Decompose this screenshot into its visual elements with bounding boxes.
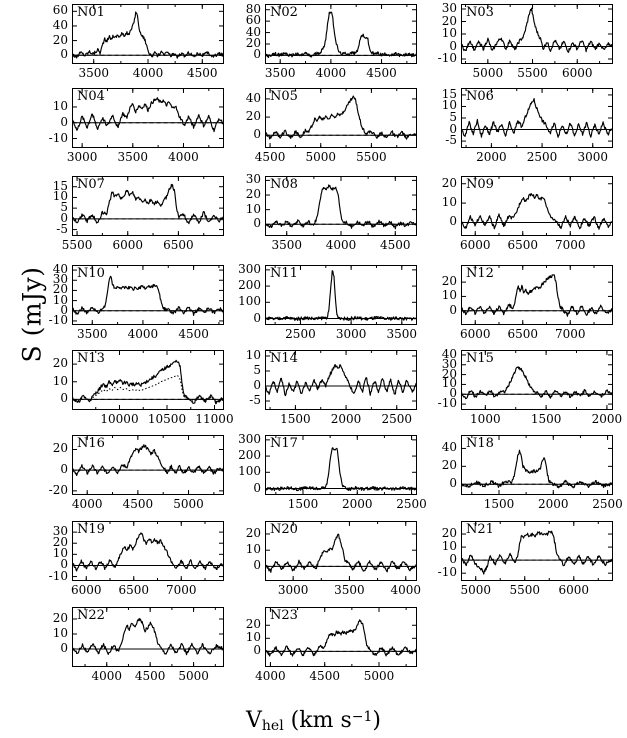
x-tick-label: 6500 (118, 583, 150, 597)
x-tick-label: 2000 (342, 497, 373, 511)
spectrum-trace (265, 448, 417, 491)
x-tick-label: 4000 (132, 66, 164, 80)
y-tick-label: 10 (245, 201, 261, 216)
y-tick-label: -10 (437, 396, 457, 411)
spectrum-trace (72, 360, 224, 403)
panel-label: N23 (270, 608, 298, 623)
x-axis-label-rest: (km s (283, 708, 352, 733)
x-tick-label: 2500 (526, 150, 558, 164)
y-tick-label: 0 (253, 127, 261, 142)
spectrum-panel (245, 521, 421, 603)
x-tick-label: 7000 (165, 583, 197, 597)
spectrum-trace (265, 620, 417, 656)
y-tick-label: -5 (56, 221, 68, 236)
y-tick-label: 10 (441, 539, 457, 554)
spectrum-panel (245, 88, 417, 170)
x-tick-label: 2000 (330, 412, 362, 426)
x-tick-label: 5000 (460, 583, 491, 597)
y-tick-label: 20 (52, 282, 68, 297)
panel-label: N09 (466, 177, 494, 192)
y-tick-label: 20 (441, 274, 457, 289)
y-tick-label: 20 (52, 535, 68, 550)
x-tick-label: 2500 (396, 497, 427, 511)
x-tick-label: 2000 (538, 497, 569, 511)
y-tick-label: 20 (52, 611, 68, 625)
y-tick-label: 0 (60, 462, 68, 477)
panel-label: N13 (77, 351, 105, 366)
y-tick-label: 40 (245, 90, 261, 105)
y-axis-label: S (mJy) (17, 266, 47, 363)
spectrum-panel (238, 261, 418, 347)
y-tick-label: 10 (52, 189, 68, 204)
x-tick-label: 6500 (507, 327, 539, 341)
y-tick-label: 0 (60, 302, 68, 317)
panel-label: N21 (466, 522, 494, 537)
y-tick-label: 10 (441, 26, 457, 40)
panel-label: N02 (270, 5, 298, 20)
x-tick-label: 4000 (127, 327, 159, 341)
x-tick-label: 3000 (577, 150, 608, 164)
y-tick-label: 10 (245, 348, 261, 362)
panel-label: N14 (270, 351, 298, 366)
y-tick-label: -10 (48, 130, 68, 145)
panel-label: N10 (77, 266, 105, 281)
x-tick-label: 2500 (592, 497, 623, 511)
x-tick-label: 4000 (168, 150, 199, 164)
y-tick-label: 20 (441, 458, 457, 473)
x-tick-label: 4500 (178, 327, 209, 341)
x-tick-label: 4500 (134, 669, 166, 683)
y-tick-label: 30 (441, 356, 457, 371)
x-axis-label-end: ) (372, 708, 381, 733)
x-tick-label: 6000 (561, 66, 593, 80)
panel-label: N20 (270, 522, 298, 537)
spectrum-panel (52, 176, 224, 258)
y-tick-label: 20 (441, 366, 457, 381)
panel-label: N04 (77, 89, 105, 104)
x-tick-label: 4500 (380, 238, 411, 252)
x-tick-label: 4500 (309, 669, 340, 683)
spectrum-panel (437, 521, 613, 603)
y-tick-label: 0 (253, 480, 261, 495)
y-tick-label: -5 (445, 133, 457, 148)
y-tick-label: 40 (52, 17, 68, 32)
y-tick-label: 10 (52, 626, 68, 640)
x-tick-label: 5000 (472, 66, 504, 80)
y-tick-label: 60 (52, 3, 68, 18)
y-tick-label: 20 (441, 526, 457, 541)
spectrum-panel (441, 265, 613, 347)
spectrum-panel (441, 86, 613, 170)
spectrum-panel (52, 3, 224, 86)
y-tick-label: 10 (441, 98, 457, 113)
panel-label: N01 (77, 5, 105, 20)
y-tick-label: 60 (245, 13, 261, 28)
x-tick-label: 4500 (187, 66, 218, 80)
spectrum-panel (437, 346, 623, 432)
x-tick-label: 5000 (178, 669, 209, 683)
x-tick-label: 2500 (381, 412, 412, 426)
x-tick-label: 5500 (61, 238, 93, 252)
y-tick-label: 0 (60, 557, 68, 572)
spectrum-trace (461, 99, 613, 138)
y-tick-label: 200 (238, 278, 261, 293)
spectrum-panel (245, 172, 417, 258)
y-tick-label: 0 (60, 210, 68, 225)
x-tick-label: 4000 (390, 583, 421, 597)
y-tick-label: 300 (238, 431, 261, 446)
x-tick-label: 3000 (335, 327, 367, 341)
panel-label: N17 (270, 436, 298, 451)
panel-label: N03 (466, 5, 494, 20)
y-tick-label: 5 (253, 363, 261, 377)
spectrum-panel (52, 350, 234, 432)
x-tick-label: 6000 (70, 583, 102, 597)
y-tick-label: 0 (449, 302, 457, 317)
panel-label: N12 (466, 266, 494, 281)
panel-label: N07 (77, 177, 105, 192)
y-tick-label: 10 (52, 373, 68, 388)
spectrum-trace (461, 194, 613, 230)
spectrum-panel (245, 348, 417, 432)
y-tick-label: 5 (60, 200, 68, 215)
y-tick-label: 0 (253, 216, 261, 231)
spectrum-panel (245, 1, 417, 86)
x-tick-label: 3500 (77, 327, 108, 341)
x-tick-label: 4000 (71, 497, 103, 511)
spectrum-panel (48, 435, 224, 517)
y-tick-label: 0 (60, 641, 68, 655)
x-tick-label: 6000 (459, 238, 491, 252)
x-tick-label: 3500 (271, 238, 302, 252)
y-tick-label: 10 (245, 542, 261, 557)
y-tick-label: 20 (245, 187, 261, 202)
x-tick-label: 5500 (356, 150, 387, 164)
y-tick-label: 40 (245, 24, 261, 39)
y-tick-label: 0 (253, 558, 261, 573)
y-tick-label: 20 (52, 356, 68, 371)
panel-label: N16 (77, 436, 105, 451)
x-tick-label: 5500 (509, 583, 540, 597)
x-tick-label: 6000 (112, 238, 143, 252)
y-tick-label: 20 (52, 32, 68, 47)
y-tick-label: 15 (52, 178, 68, 193)
y-tick-label: 0 (253, 643, 261, 658)
y-tick-label: 10 (441, 195, 457, 210)
x-tick-label: 10500 (147, 412, 187, 426)
y-tick-label: 0 (449, 552, 457, 567)
y-tick-label: 10 (52, 98, 68, 113)
x-tick-label: 3500 (334, 583, 365, 597)
panel-label: N08 (270, 177, 298, 192)
spectrum-trace (461, 450, 613, 488)
y-tick-label: 20 (245, 36, 261, 50)
x-axis-label-main: V (246, 708, 262, 733)
x-tick-label: 7000 (554, 238, 586, 252)
y-tick-label: 20 (245, 109, 261, 124)
y-tick-label: -10 (48, 312, 68, 327)
spectrum-trace (461, 531, 613, 574)
panel-label: N06 (466, 89, 494, 104)
panel-label: N11 (270, 266, 298, 281)
y-tick-label: 10 (441, 376, 457, 391)
y-tick-label: -20 (48, 482, 68, 497)
x-axis-label (0, 708, 627, 734)
x-tick-label: 6000 (459, 327, 491, 341)
x-tick-label: 11000 (195, 412, 234, 426)
y-tick-label: 15 (441, 86, 457, 101)
x-tick-label: 3500 (117, 150, 149, 164)
y-tick-label: 100 (238, 294, 261, 309)
spectrum-trace (72, 276, 224, 315)
y-tick-label: 0 (60, 47, 68, 62)
x-tick-label: 2000 (476, 150, 507, 164)
y-tick-label: 20 (52, 441, 68, 456)
spectrum-panel (48, 521, 224, 603)
x-tick-label: 6500 (163, 238, 194, 252)
y-tick-label: 0 (449, 386, 457, 401)
y-tick-label: 40 (52, 262, 68, 277)
x-axis-label-sup: −1 (351, 709, 373, 725)
panel-label: N05 (270, 89, 298, 104)
y-tick-label: 200 (238, 448, 261, 463)
x-tick-label: 5000 (173, 497, 204, 511)
y-tick-label: 20 (245, 617, 261, 632)
panel-label: N15 (466, 351, 494, 366)
x-tick-label: 5000 (305, 150, 336, 164)
x-tick-label: 6500 (507, 238, 539, 252)
y-tick-label: 80 (245, 1, 261, 16)
x-tick-label: 4000 (255, 669, 286, 683)
x-tick-label: 3500 (78, 66, 109, 80)
x-tick-label: 5000 (363, 669, 395, 683)
y-tick-label: 10 (52, 546, 68, 561)
x-tick-label: 4500 (366, 66, 397, 80)
y-tick-label: 20 (441, 13, 457, 28)
y-tick-label: 10 (441, 288, 457, 303)
y-tick-label: 5 (449, 110, 457, 124)
x-tick-label: 3500 (386, 327, 418, 341)
y-tick-label: 0 (253, 378, 261, 392)
x-tick-label: 2500 (285, 327, 316, 341)
x-axis-label-sub: hel (261, 718, 284, 734)
x-tick-label: 1000 (470, 412, 501, 426)
y-tick-label: 20 (441, 175, 457, 190)
x-tick-label: 7000 (554, 327, 586, 341)
y-tick-label: -10 (48, 568, 68, 583)
spectrum-trace (265, 365, 417, 396)
x-tick-label: 1500 (530, 412, 562, 426)
x-tick-label: 1500 (287, 497, 319, 511)
spectrum-panel (441, 175, 613, 258)
y-tick-label: 40 (441, 346, 457, 361)
panel-label: N19 (77, 522, 105, 537)
y-tick-label: 10 (52, 292, 68, 307)
spectrum-panel (52, 607, 224, 689)
x-tick-label: 4500 (122, 497, 154, 511)
y-tick-label: 0 (449, 38, 457, 53)
spectrum-panel (437, 1, 613, 86)
y-tick-label: 0 (449, 121, 457, 136)
x-tick-label: 3000 (66, 150, 98, 164)
spectrum-panel (238, 431, 427, 517)
y-tick-label: 0 (449, 214, 457, 229)
y-tick-label: -10 (437, 565, 457, 580)
x-tick-label: 5500 (517, 66, 548, 80)
x-tick-label: 6000 (558, 583, 590, 597)
y-tick-label: 0 (60, 391, 68, 406)
spectrum-panel (48, 88, 224, 170)
x-tick-label: 10000 (100, 412, 139, 426)
y-tick-label: 0 (253, 47, 261, 62)
y-tick-label: 20 (245, 525, 261, 540)
spectrum-panel (245, 607, 417, 689)
x-tick-label: 4500 (254, 150, 286, 164)
x-tick-label: 4000 (315, 66, 347, 80)
x-tick-label: 1500 (280, 412, 311, 426)
y-tick-label: 30 (441, 1, 457, 15)
panel-label: N22 (77, 608, 105, 623)
x-tick-label: 3000 (277, 583, 309, 597)
y-tick-label: 30 (245, 172, 261, 187)
x-tick-label: 1500 (483, 497, 515, 511)
x-tick-label: 4000 (325, 238, 357, 252)
y-tick-label: 100 (238, 464, 261, 479)
y-tick-label: -10 (437, 51, 457, 65)
x-tick-label: 3500 (264, 66, 296, 80)
y-tick-label: 10 (245, 630, 261, 645)
x-tick-label: 4000 (91, 669, 122, 683)
y-tick-label: 30 (52, 524, 68, 539)
y-tick-label: 300 (238, 261, 261, 276)
x-tick-label: 2000 (591, 412, 623, 426)
y-tick-label: -5 (249, 393, 261, 407)
y-tick-label: 0 (60, 114, 68, 129)
spectrum-panel (441, 435, 623, 517)
panel-label: N18 (466, 436, 494, 451)
y-tick-label: 30 (52, 272, 68, 287)
y-tick-label: 40 (441, 440, 457, 455)
y-tick-label: 0 (449, 476, 457, 491)
spectrum-panel (48, 262, 224, 347)
y-tick-label: 0 (253, 310, 261, 325)
